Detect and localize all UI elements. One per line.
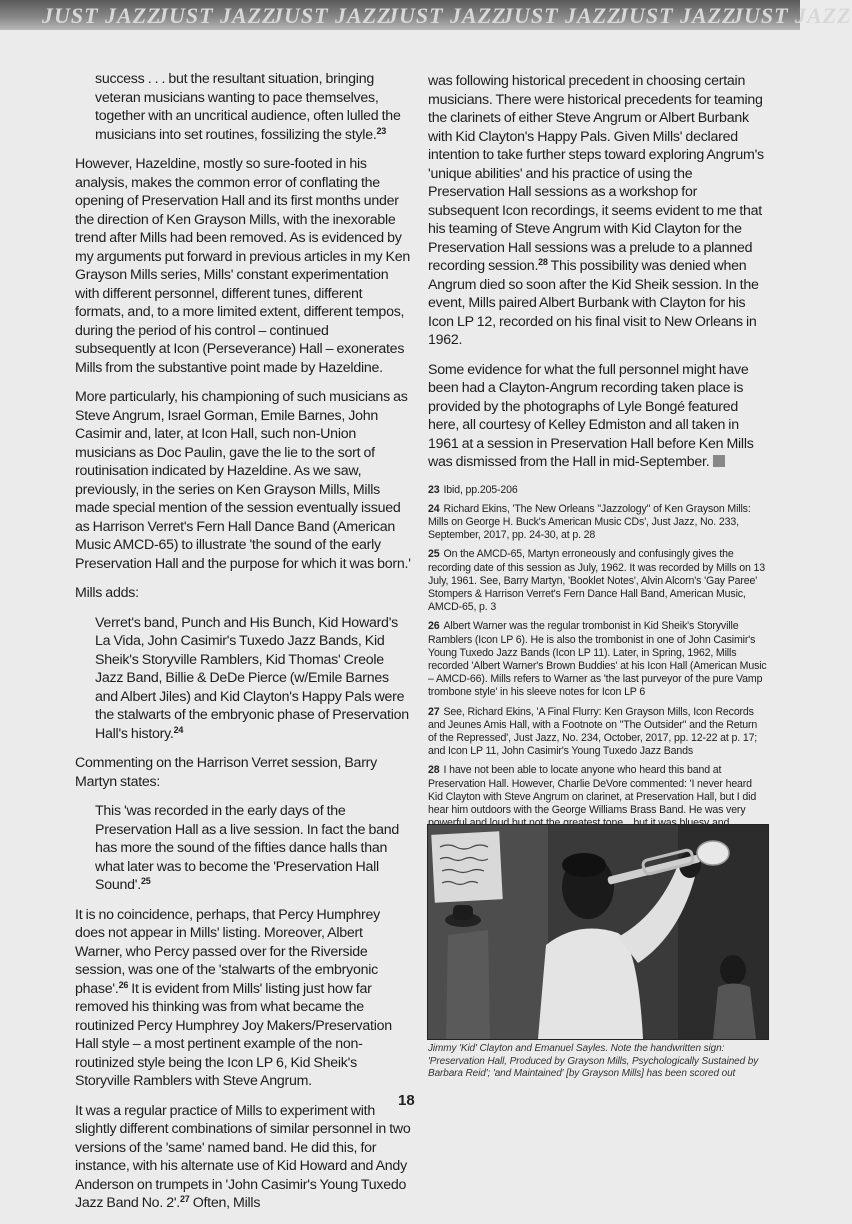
quote-text: success . . . but the resultant situation, bringing veteran musicians wanting to pace themselves, together with an uncritical audience, often lulled the musicians into set routines, fossilizing the style. xyxy=(95,71,401,143)
footnote-text: I have not been able to locate anyone who heard this band at Preservation Hall. However, Charlie DeVore commented: 'I never heard Kid Clayton with Steve Angrum on clarinet, at Preservation Hall, but I did hear him outdoors with the George Williams Brass Band. He was very xyxy=(428,764,757,816)
masthead-word: JUST JAZZ xyxy=(502,3,622,28)
footnote-text: Albert Warner was the regular trombonist in Kid Sheik's Storyville Ramblers (Icon LP 6). He is also the trombonist in one of John Casimir's Young Tuxedo Jazz Bands (Icon LP 11). Later, in Spring, 1962, Mills recorded 'Albert Warner's Brown Buddies' at his Icon Hall (American Music – AMCD-66). Mills refers to Warner as 'the last purveyor of the pure Vamp trombone style' in his sleeve notes for Icon LP 6 xyxy=(428,620,767,699)
footnote xyxy=(428,706,768,759)
footnote-ref: 27 xyxy=(180,1194,190,1204)
body-paragraph xyxy=(428,72,768,350)
block-quote xyxy=(95,802,411,895)
block-quote xyxy=(95,614,411,744)
footnote-ref: 25 xyxy=(140,876,151,886)
left-column xyxy=(75,72,411,1224)
footnote-text: Ibid, pp.205-206 xyxy=(443,483,518,496)
body-paragraph xyxy=(428,361,768,472)
masthead-word: JUST JAZZ xyxy=(387,3,507,28)
body-paragraph xyxy=(75,1102,411,1213)
handwritten-sign xyxy=(431,831,502,902)
masthead-word: JUST JAZZ xyxy=(617,3,737,28)
block-quote xyxy=(95,70,411,144)
end-of-article-mark xyxy=(713,455,725,467)
footnote-number: 25 xyxy=(428,548,440,561)
masthead-band xyxy=(0,0,852,30)
footnote-ref: 28 xyxy=(538,257,548,267)
footnote-number: 27 xyxy=(428,705,440,718)
footnote-text: Richard Ekins, 'The New Orleans "Jazzology" of Ken Grayson Mills: Mills on George H. Buck's American Music CDs', Just Jazz, No. 233, September, 2017, pp. 24-30, at p. 28 xyxy=(428,502,751,542)
page-number: 18 xyxy=(398,1092,415,1109)
masthead-word: JUST JAZZ xyxy=(42,3,162,28)
photograph xyxy=(427,824,769,1040)
right-column xyxy=(428,72,768,863)
footnote xyxy=(428,503,768,543)
photo-caption: Jimmy 'Kid' Clayton and Emanuel Sayles. Note the handwritten sign: 'Preservation Hall, Produced by Grayson Mills, Psychologically Sustained by Barbara Reid'; 'and Maintained' [by Grayson Mills] has been scored out xyxy=(428,1043,759,1079)
footnote-text: On the AMCD-65, Martyn erroneously and confusingly gives the recording date of this session as July, 1962. It was recorded by Mills on 13 July, 1961. See, Barry Martyn, 'Booklet Notes', Alvin Alcorn's 'Gay Paree' Stompers & Harrison Verret's Fern Dance Hall Band, American Music, AMCD-65, p. 3 xyxy=(428,548,765,614)
footnote-number: 23 xyxy=(428,483,440,496)
footnote-ref: 23 xyxy=(376,125,387,136)
footnote xyxy=(428,620,768,699)
footnote-text: See, Richard Ekins, 'A Final Flurry: Ken Grayson Mills, Icon Records and Jeunes Amis Hall, with a Footnote on "The Outsider" and the Return of the Repressed', Just Jazz, No. 234, October, 2017, pp. 12-22 at p. 17; and Icon LP 11, John Casimir's Young Tuxedo Jazz Bands xyxy=(428,705,758,758)
body-paragraph xyxy=(75,906,411,1091)
footnote-number: 24 xyxy=(428,502,440,515)
footnote-number: 26 xyxy=(428,620,440,633)
footnote xyxy=(428,548,768,614)
paragraph-text: was following historical precedent in choosing certain musicians. There were historical precedents for teaming the clarinets of either Steve Angrum or Albert Burbank with Kid Clayton's Happy Pals. Given Mills' declared intention to take further steps toward exploring Angrum's 'unique abilities' and his practice of using the Preservation Hall sessions as a workshop for subsequent Icon recordings, it seems evident to me that his teaming of Steve Angrum with Kid Clayton for the Preservation Hall sessions was a prelude to a planned recording session. xyxy=(428,73,764,274)
body-paragraph: However, Hazeldine, mostly so sure-footed in his analysis, makes the common error of conflating the opening of Preservation Hall and its first months under the direction of Ken Grayson Mills, with the inexorable trend after Mills had been removed. As is evidenced by my arguments put forward in previous articles in my Ken Grayson Mills series, Mills' constant experimentation with different personnel, different tunes, different formats, and, to a more limited extent, different tempos, during the period of his control – continued subsequently at Icon (Perseverance) Hall – exonerates Mills from the substantive point made by Hazeldine. xyxy=(75,156,411,376)
footnote-ref: 24 xyxy=(173,724,184,735)
quote-text: This 'was recorded in the early days of the Preservation Hall as a live session. In fact the band has more the sound of the fifties dance halls than what later was to become the 'Preservation Hall Sound'. xyxy=(95,803,400,893)
masthead-word: JUST JAZZ xyxy=(732,3,852,28)
quote-text: Verret's band, Punch and His Bunch, Kid Howard's La Vida, John Casimir's Tuxedo Jazz Bands, Kid Sheik's Storyville Ramblers, Kid Thomas' Creole Jazz Band, Billie & DeDe Pierce (w/Emile Barnes and Albert Jiles) and Kid Clayton's Happy Pals were the stalwarts of the embryonic phase of Preservation Hall's history. xyxy=(95,614,409,742)
masthead-word: JUST JAZZ xyxy=(157,3,277,28)
paragraph-text: It is evident from Mills' listing just how far removed his thinking was from what became the routinized Percy Humphrey Joy Makers/Preservation Hall style – a most pertinent example of the non-routinized style being the Icon LP 6, Kid Sheik's Storyville Ramblers with Steve Angrum. xyxy=(75,980,392,1089)
paragraph-text: It is no coincidence, perhaps, that Percy Humphrey does not appear in Mills' listing. Moreover, Albert Warner, who Percy passed over for the Riverside session, was one of the 'stalwarts of the embryonic phase'. xyxy=(75,906,380,997)
footnote-ref: 26 xyxy=(118,979,129,990)
paragraph-text: This possibility was denied when Angrum died so soon after the Kid Sheik session. In the event, Mills paired Albert Burbank with Clayton for his Icon LP 12, recorded on his final visit to New Orleans in 1962. xyxy=(428,258,759,348)
footnote-number: 28 xyxy=(428,764,440,777)
paragraph-text: It was a regular practice of Mills to experiment with slightly different combinations of similar personnel in two versions of the 'same' named band. He did this, for instance, with his alternate use of Kid Howard and Andy Anderson on trumpets in 'John Casimir's Young Tuxedo Jazz Band No. 2'. xyxy=(75,1102,411,1211)
body-paragraph: More particularly, his championing of such musicians as Steve Angrum, Israel Gorman, Emile Barnes, John Casimir and, later, at Icon Hall, such non-Union musicians as Doc Paulin, gave the lie to the sort of routinisation indicated by Hazeldine. As we saw, previously, in the series on Ken Grayson Mills, Mills made special mention of the session eventually issued as Harrison Verret's Fern Hall Dance Band (American Music AMCD-65) to illustrate 'the sound of the early Preservation Hall and the purpose for which it was born.' xyxy=(75,389,411,572)
paragraph-text: Some evidence for what the full personnel might have been had a Clayton-Angrum recording taken place is provided by the photographs of Lyle Bongé featured here, all courtesy of Kelley Edmiston and all taken in 1961 at a session in Preservation Hall before Ken Mills was dismissed from the Hall in mid-September. xyxy=(428,361,754,470)
footnotes xyxy=(428,484,768,857)
body-paragraph: Mills adds: xyxy=(75,585,139,601)
photo-illustration xyxy=(428,825,768,1039)
masthead-word: JUST JAZZ xyxy=(272,3,392,28)
footnote xyxy=(428,484,768,497)
body-paragraph: Commenting on the Harrison Verret session, Barry Martyn states: xyxy=(75,755,377,790)
paragraph-text: Often, Mills xyxy=(189,1195,261,1211)
